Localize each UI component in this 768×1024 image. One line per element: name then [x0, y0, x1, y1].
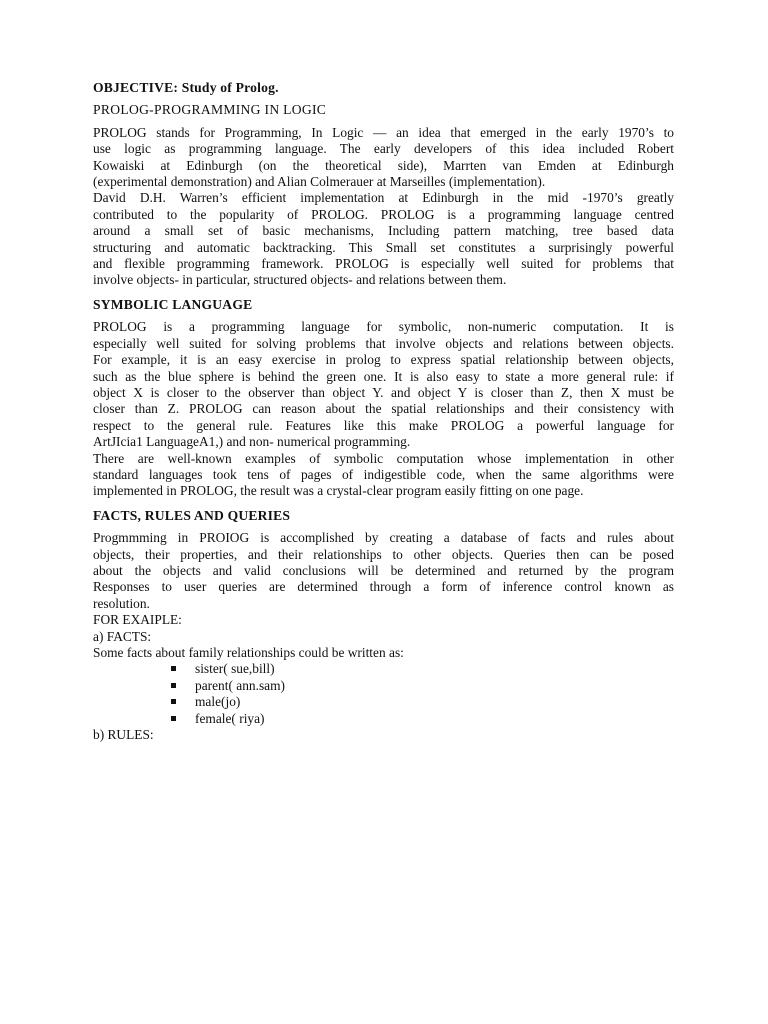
paragraph-line: about the objects and valid conclusions will be determined and returned by the program	[93, 562, 674, 578]
paragraph-line: and flexible programming framework. PROLOG is especially well suited for problems that	[93, 256, 674, 272]
document-page	[93, 80, 674, 743]
paragraph-line: closer than Z. PROLOG can reason about the spatial relationships and their consistency with	[93, 401, 674, 417]
fact-text: female( riya)	[195, 710, 265, 726]
paragraph-line: around a small set of basic mechanisms, Including pattern matching, tree based data	[93, 223, 674, 239]
paragraph-line: use logic as programming language. The early developers of this idea included Robert	[93, 141, 674, 157]
paragraph-line: resolution.	[93, 595, 150, 611]
facts-intro: Some facts about family relationships could be written as:	[93, 645, 404, 660]
facts-label: a) FACTS:	[93, 628, 152, 644]
paragraph-line: respect to the general rule. Features like this make PROLOG a powerful language for	[93, 417, 674, 433]
facts-list	[93, 661, 674, 727]
list-item	[171, 711, 674, 727]
paragraph-line: Progmmming in PROIOG is accomplished by creating a database of facts and rules about	[93, 530, 674, 546]
paragraph-line: For example, it is an easy exercise in prolog to express spatial relationship between objects,	[93, 352, 674, 368]
paragraph-line: PROLOG is a programming language for symbolic, non-numeric computation. It is	[93, 319, 674, 335]
paragraph-line: involve objects- in particular, structured objects- and relations between them.	[93, 272, 507, 288]
fact-text: male(jo)	[195, 694, 241, 710]
paragraph-line: such as the blue sphere is behind the green one. It is also easy to state a more general rule: if	[93, 368, 674, 384]
square-bullet-icon	[171, 716, 176, 721]
paragraph-line: objects, their properties, and their relationships to other objects. Queries then can be posed	[93, 546, 674, 562]
paragraph-line: structuring and automatic backtracking. This Small set constitutes a surprisingly powerful	[93, 239, 674, 255]
fact-text: parent( ann.sam)	[195, 677, 285, 693]
paragraph-line: David D.H. Warren’s efficient implementation at Edinburgh in the mid -1970’s greatly	[93, 190, 674, 206]
paragraph-line: (experimental demonstration) and Alian Colmerauer at Marseilles (implementation).	[93, 174, 546, 190]
example-label: FOR EXAIPLE:	[93, 612, 182, 628]
intro-paragraph-1	[93, 125, 674, 191]
paragraph-line: especially well suited for solving problems that involve objects and relations between objects.	[93, 335, 674, 351]
square-bullet-icon	[171, 683, 176, 688]
paragraph-line: There are well-known examples of symbolic computation whose implementation in other	[93, 450, 674, 466]
prolog-subtitle: PROLOG-PROGRAMMING IN LOGIC	[93, 102, 327, 118]
paragraph-line: contributed to the popularity of PROLOG. PROLOG is a programming language centred	[93, 206, 674, 222]
paragraph-line: standard languages took tens of pages of indigestible code, when the same algorithms were	[93, 466, 674, 482]
paragraph-line: Responses to user queries are determined through a form of inference control known as	[93, 579, 674, 595]
square-bullet-icon	[171, 666, 176, 671]
square-bullet-icon	[171, 699, 176, 704]
intro-paragraph-2	[93, 190, 674, 288]
objective-heading: OBJECTIVE: Study of Prolog.	[93, 80, 279, 95]
paragraph-line: ArtJIcia1 LanguageA1,) and non- numerical programming.	[93, 434, 411, 450]
paragraph-line: Kowaiski at Edinburgh (on the theoretical side), Marrten van Emden at Edinburgh	[93, 157, 674, 173]
fact-text: sister( sue,bill)	[195, 661, 275, 677]
symbolic-paragraph-2	[93, 451, 674, 500]
paragraph-line: PROLOG stands for Programming, In Logic — an idea that emerged in the early 1970’s to	[93, 124, 674, 140]
list-item	[171, 694, 674, 710]
facts-rules-queries-heading: FACTS, RULES AND QUERIES	[93, 507, 291, 523]
symbolic-language-heading: SYMBOLIC LANGUAGE	[93, 296, 253, 312]
list-item	[171, 678, 674, 694]
paragraph-line: object X is closer to the observer than object Y. and object Y is closer than Z, then X must be	[93, 384, 674, 400]
list-item	[171, 661, 674, 677]
paragraph-line: implemented in PROLOG, the result was a crystal-clear program easily fitting on one page.	[93, 483, 584, 499]
rules-label: b) RULES:	[93, 727, 154, 743]
facts-rules-paragraph	[93, 530, 674, 612]
symbolic-paragraph-1	[93, 319, 674, 450]
